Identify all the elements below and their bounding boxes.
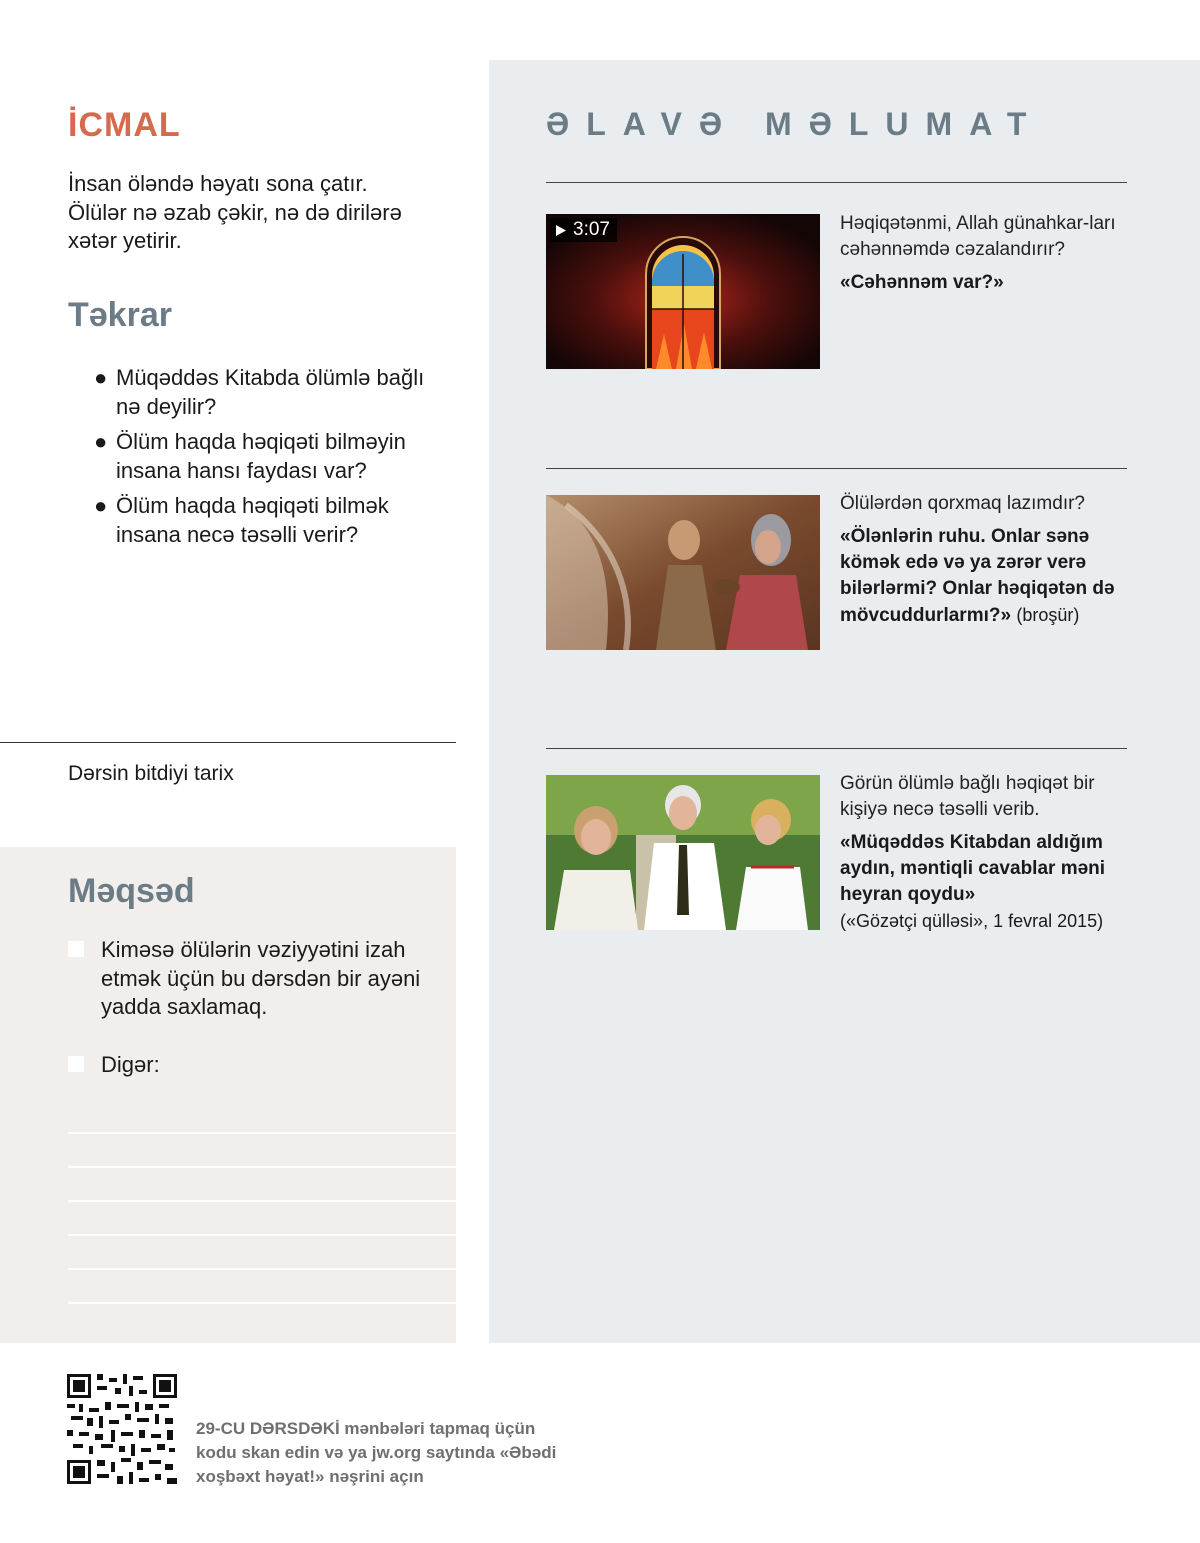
three-people-photo-image [546, 775, 820, 930]
goal-item-other [68, 1051, 431, 1080]
item-divider [546, 182, 1127, 183]
summary-text: İnsan öləndə həyatı sona çatır. Ölülər nə əzab çəkir, nə də dirilərə xətər yetirir. [68, 171, 402, 253]
video-duration: 3:07 [573, 219, 610, 240]
bullet-icon: ● [94, 365, 108, 390]
review-item-text: Müqəddəs Kitabda ölümlə bağlı nə deyilir? [116, 365, 425, 419]
footer-instructions: mənbələri tapmaq üçün kodu skan edin və ya jw.org saytında «Əbədi xoşbəxt həyat!» nəşrini açın [196, 1419, 557, 1486]
bullet-icon: ● [94, 429, 108, 454]
goal-item-text: Kiməsə ölülərin vəziyyətini izah etmək üçün bu dərsdən bir ayəni yadda saxlamaq. [101, 937, 421, 1019]
item-link-title[interactable]: «Cəhənnəm var?» [840, 272, 1004, 293]
item-question: Ölülərdən qorxmaq lazımdır? [840, 493, 1085, 514]
item-source: (broşür) [1016, 605, 1080, 625]
checkbox[interactable] [68, 1056, 84, 1072]
video-thumbnail[interactable] [546, 214, 820, 369]
article-thumbnail[interactable] [546, 775, 820, 930]
goal-item [68, 936, 431, 1022]
spirit-medium-painting-image [546, 495, 820, 650]
item-question: Həqiqətənmi, Allah günahkar-ları cəhənnəmdə cəzalandırır? [840, 213, 1116, 260]
bullet-icon: ● [94, 493, 108, 518]
write-line[interactable] [68, 1302, 456, 1304]
write-line[interactable] [68, 1200, 456, 1202]
play-icon [555, 224, 567, 237]
extra-info-title: ƏLAVƏ MƏLUMAT [546, 106, 1044, 142]
item-text [840, 211, 1130, 296]
review-item [94, 492, 434, 549]
item-source: («Gözətçi qülləsi», 1 fevral 2015) [840, 911, 1104, 931]
goal-title: Məqsəd [68, 872, 195, 910]
write-line[interactable] [68, 1268, 456, 1270]
item-divider [546, 748, 1127, 749]
date-label: Dərsin bitdiyi tarix [68, 762, 234, 785]
item-text [840, 771, 1130, 934]
footer-lesson-label: 29-CU DƏRSDƏKİ [196, 1419, 340, 1438]
summary-title: İCMAL [68, 106, 181, 144]
review-item [94, 364, 434, 421]
write-line[interactable] [68, 1132, 456, 1134]
item-question: Görün ölümlə bağlı həqiqət bir kişiyə necə təsəlli verib. [840, 773, 1095, 820]
article-thumbnail[interactable] [546, 495, 820, 650]
goal-item-text: Digər: [101, 1052, 160, 1077]
review-item-text: Ölüm haqda həqiqəti bilmək insana necə təsəlli verir? [116, 493, 389, 547]
video-duration-badge [550, 218, 617, 242]
footer-text [196, 1417, 576, 1489]
checkbox[interactable] [68, 941, 84, 957]
write-line[interactable] [68, 1234, 456, 1236]
item-link-title[interactable]: «Ölənlərin ruhu. Onlar sənə kömək edə və ya zərər verə bilərlərmi? Onlar həqiqətən də mövcuddurlarmı?» [840, 526, 1115, 626]
item-divider [546, 468, 1127, 469]
item-link-title[interactable]: «Müqəddəs Kitabdan aldığım aydın, məntiqli cavablar məni heyran qoydu» [840, 832, 1106, 905]
item-text [840, 491, 1130, 629]
review-item-text: Ölüm haqda həqiqəti bilməyin insana hansı faydası var? [116, 429, 406, 483]
qr-code-icon[interactable] [67, 1374, 177, 1484]
review-list [94, 364, 434, 556]
write-line[interactable] [68, 1166, 456, 1168]
review-item [94, 428, 434, 485]
review-title: Təkrar [68, 296, 172, 334]
date-divider [0, 742, 456, 743]
